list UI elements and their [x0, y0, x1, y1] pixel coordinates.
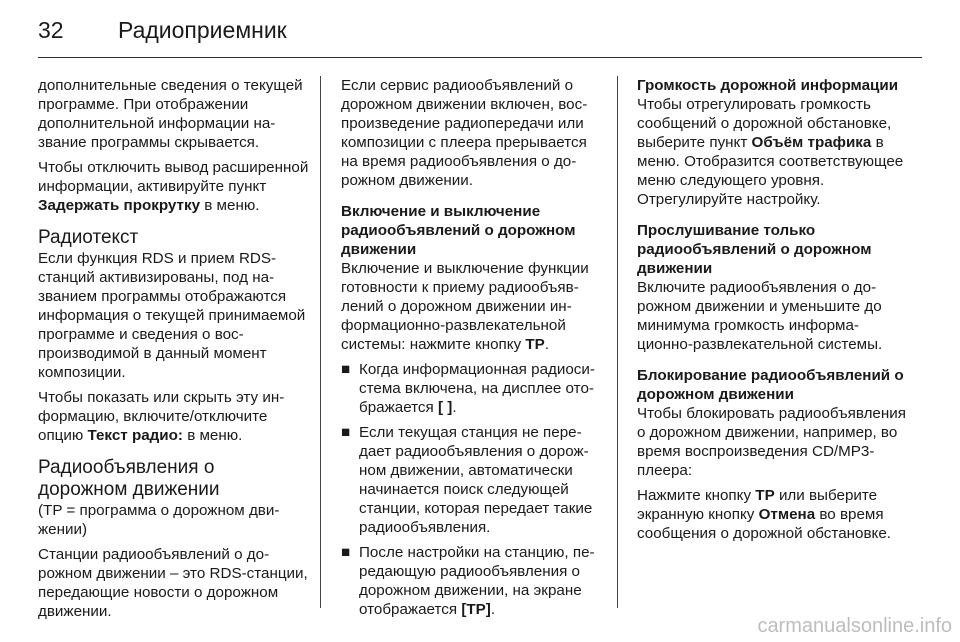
text: во время сообщения о дорожной обстановке. — [637, 506, 892, 542]
button-name: TP — [525, 336, 545, 353]
list-item — [341, 360, 607, 417]
column-1 — [38, 76, 310, 627]
text: После настройки на станцию, передающую радиообъявления о дорожном движении, на экране отображается — [359, 544, 595, 618]
paragraph — [341, 259, 607, 354]
column-divider-1 — [320, 76, 321, 608]
page-header — [38, 10, 287, 50]
paragraph: (TP = программа о дорожном движении) — [38, 502, 280, 538]
text: Когда информационная радиосистема включена, на дисплее отображается — [359, 361, 595, 416]
menu-item-name: Задержать прокрутку — [38, 197, 201, 214]
button-name: Отмена — [758, 506, 816, 523]
bullet-icon: ■ — [341, 361, 351, 378]
text: Если текущая станция не передает радиообъявления о дорожном движении, автоматически начинается поиск следующей станции, которая передает такие радиообъявления. — [359, 424, 593, 536]
paragraph: Если сервис радиообъявлений о дорожном движении включен, воспроизведение радиопередачи или композиции с плеера прерывается на время радиообъявления о дорожном движении. — [341, 77, 588, 189]
paragraph: Если функция RDS и прием RDS-станций активизированы, под названием программы отображаются информация о текущей принимаемой программе и сведения о воспроизводимой в данный момент композиции. — [38, 250, 306, 381]
text: . — [490, 601, 496, 618]
text: Чтобы отключить вывод расширенной информации, активируйте пункт — [38, 159, 309, 195]
list-item — [341, 423, 607, 537]
column-3 — [637, 76, 909, 549]
watermark: carmanualsonline.info — [757, 615, 952, 637]
page-number: 32 — [38, 16, 64, 43]
paragraph: Включите радиообъявления о дорожном движении и уменьшите до минимума громкость информационно-развлекательной системы. — [637, 279, 883, 353]
paragraph: Чтобы блокировать радиообъявления о дорожном движении, например, во время воспроизведения CD/MP3-плеера: — [637, 405, 906, 479]
bullet-icon: ■ — [341, 544, 351, 561]
subheading-volume: Громкость дорожной информации — [637, 77, 899, 94]
text: . — [544, 336, 550, 353]
paragraph — [637, 95, 909, 209]
text: Чтобы отрегулировать громкость сообщений о дорожной обстановке, выберите пункт — [637, 96, 892, 151]
text: в меню. Отобразится соответствующее меню следующего уровня. Отрегулируйте настройку. — [637, 134, 904, 208]
bullet-icon: ■ — [341, 424, 351, 441]
heading-line: дорожном движении — [38, 479, 220, 500]
bullet-list — [341, 360, 607, 619]
section-heading-radiotext: Радиотекст — [38, 227, 139, 248]
column-divider-2 — [617, 76, 618, 608]
paragraph — [637, 486, 909, 543]
text: в меню. — [182, 427, 243, 444]
heading-line: Радиообъявления о — [38, 457, 215, 478]
menu-item-name: Объём трафика — [751, 134, 872, 151]
page-title: Радиоприемник — [118, 16, 287, 43]
paragraph — [38, 388, 310, 445]
header-rule — [38, 57, 922, 58]
column-2 — [341, 76, 607, 625]
paragraph — [38, 158, 310, 215]
paragraph: дополнительные сведения о текущей программе. При отображении дополнительной информации название программы скрывается. — [38, 77, 303, 151]
text: или выберите экранную кнопку — [637, 487, 878, 523]
text: Чтобы показать или скрыть эту информацию, включите/отключите опцию — [38, 389, 285, 444]
subheading-block: Блокирование радиообъявлений о дорожном движении — [637, 367, 904, 403]
button-name: TP — [755, 487, 775, 504]
text: в меню. — [200, 197, 260, 214]
text: Включение и выключение функции готовности к приему радиообъявлений о дорожном движении информационно-развлекательной системы: нажмите кнопку — [341, 260, 589, 353]
display-symbol: [ ] — [437, 399, 453, 416]
subheading-listen: Прослушивание только радиообъявлений о дорожном движении — [637, 222, 872, 277]
subheading-enable: Включение и выключение радиообъявлений о дорожном движении — [341, 203, 576, 258]
section-heading-traffic — [38, 457, 310, 501]
display-symbol: [TP] — [461, 601, 491, 618]
list-item — [341, 543, 607, 619]
text: Нажмите кнопку — [637, 487, 756, 504]
paragraph: Станции радиообъявлений о дорожном движении – это RDS-станции, передающие новости о дорожном движении. — [38, 546, 308, 620]
text: . — [452, 399, 457, 416]
menu-item-name: Текст радио: — [87, 427, 183, 444]
